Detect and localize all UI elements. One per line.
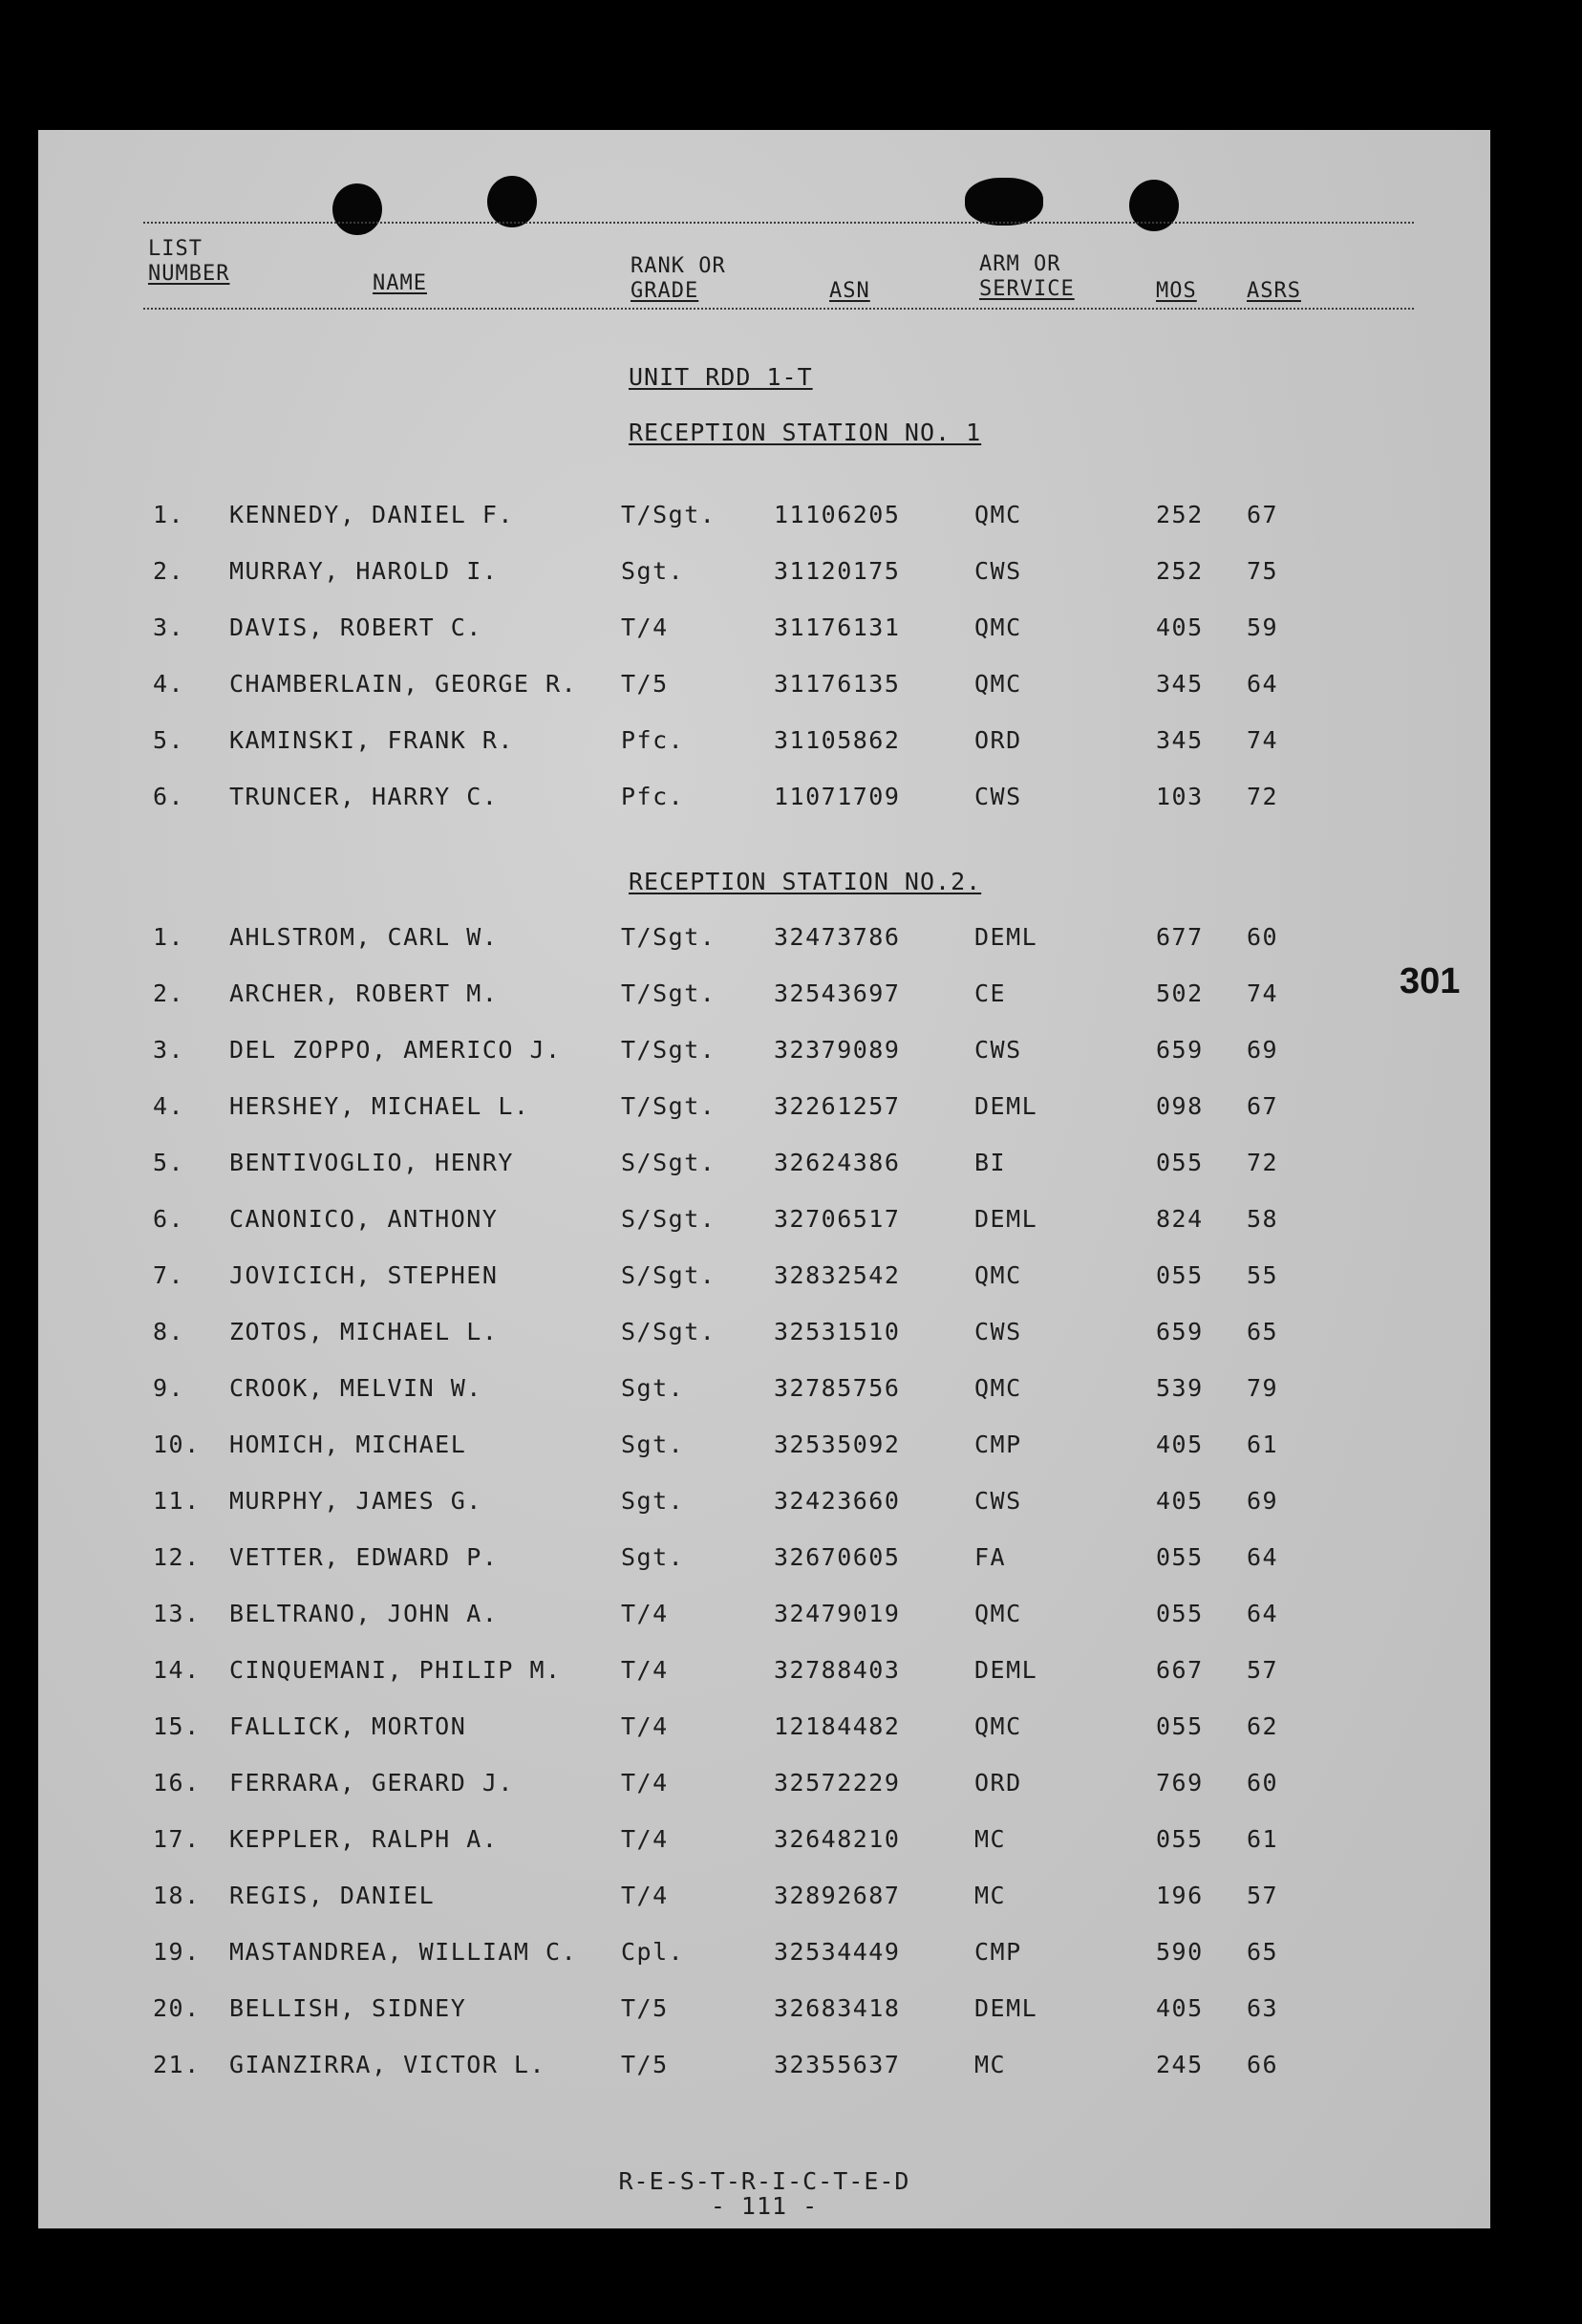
header-rank: RANK OR GRADE [631,254,726,303]
cell-name: JOVICICH, STEPHEN [229,1261,499,1289]
table-row [38,1938,1490,1976]
cell-arm: FA [974,1543,1007,1571]
cell-rank: T/4 [621,1769,669,1797]
cell-asrs: 63 [1247,1994,1279,2022]
cell-rank: T/4 [621,1712,669,1740]
cell-name: GIANZIRRA, VICTOR L. [229,2051,546,2078]
cell-name: CANONICO, ANTHONY [229,1205,499,1233]
cell-mos: 055 [1156,1600,1204,1627]
cell-mos: 055 [1156,1543,1204,1571]
cell-name: CROOK, MELVIN W. [229,1374,482,1402]
cell-num: 8. [153,1318,185,1345]
cell-rank: T/Sgt. [621,501,716,528]
cell-mos: 245 [1156,2051,1204,2078]
cell-name: BENTIVOGLIO, HENRY [229,1149,514,1176]
cell-asn: 32683418 [774,1994,901,2022]
cell-asrs: 55 [1247,1261,1279,1289]
cell-asn: 32670605 [774,1543,901,1571]
cell-name: FALLICK, MORTON [229,1712,467,1740]
cell-asrs: 72 [1247,1149,1279,1176]
cell-rank: T/5 [621,1994,669,2022]
cell-num: 3. [153,1036,185,1064]
table-row [38,979,1490,1018]
table-row [38,1994,1490,2033]
cell-num: 18. [153,1882,201,1909]
cell-asn: 32543697 [774,979,901,1007]
cell-rank: S/Sgt. [621,1149,716,1176]
cell-asn: 32892687 [774,1882,901,1909]
cell-arm: DEML [974,1092,1038,1120]
cell-arm: DEML [974,923,1038,951]
cell-mos: 055 [1156,1261,1204,1289]
cell-name: BELLISH, SIDNEY [229,1994,467,2022]
cell-mos: 677 [1156,923,1204,951]
cell-asrs: 65 [1247,1938,1279,1966]
cell-mos: 345 [1156,670,1204,698]
punch-hole [965,178,1043,226]
cell-num: 14. [153,1656,201,1684]
cell-asn: 31176135 [774,670,901,698]
cell-arm: QMC [974,1261,1022,1289]
cell-rank: Cpl. [621,1938,685,1966]
cell-asrs: 59 [1247,613,1279,641]
cell-asn: 32706517 [774,1205,901,1233]
cell-name: CINQUEMANI, PHILIP M. [229,1656,562,1684]
cell-mos: 405 [1156,1431,1204,1458]
table-row [38,1712,1490,1751]
cell-asn: 32473786 [774,923,901,951]
header-asrs: ASRS [1247,279,1301,303]
cell-rank: T/5 [621,670,669,698]
punch-hole [332,183,382,235]
cell-asrs: 57 [1247,1656,1279,1684]
cell-mos: 667 [1156,1656,1204,1684]
cell-mos: 590 [1156,1938,1204,1966]
header-arm: ARM OR SERVICE [979,252,1075,301]
cell-name: KAMINSKI, FRANK R. [229,726,514,754]
header-list-number: LIST NUMBER [148,237,230,286]
cell-asn: 11106205 [774,501,901,528]
cell-mos: 824 [1156,1205,1204,1233]
cell-arm: DEML [974,1994,1038,2022]
station2-title: RECEPTION STATION NO.2. [629,868,982,895]
table-row [38,783,1490,821]
restricted-label: R-E-S-T-R-I-C-T-E-D [618,2167,910,2195]
cell-rank: Sgt. [621,1431,685,1458]
header-rule [143,308,1414,310]
cell-asn: 32379089 [774,1036,901,1064]
cell-mos: 539 [1156,1374,1204,1402]
cell-arm: CMP [974,1938,1022,1966]
cell-rank: T/4 [621,1656,669,1684]
cell-asrs: 66 [1247,2051,1279,2078]
cell-num: 11. [153,1487,201,1515]
cell-asrs: 61 [1247,1825,1279,1853]
cell-rank: Sgt. [621,1543,685,1571]
cell-rank: S/Sgt. [621,1318,716,1345]
cell-asrs: 67 [1247,1092,1279,1120]
cell-asn: 32832542 [774,1261,901,1289]
cell-rank: Pfc. [621,783,685,810]
cell-mos: 659 [1156,1036,1204,1064]
cell-asn: 12184482 [774,1712,901,1740]
cell-arm: QMC [974,1600,1022,1627]
cell-asrs: 62 [1247,1712,1279,1740]
cell-asn: 32648210 [774,1825,901,1853]
cell-name: AHLSTROM, CARL W. [229,923,499,951]
table-row [38,1036,1490,1074]
station1-title: RECEPTION STATION NO. 1 [629,419,982,446]
cell-num: 13. [153,1600,201,1627]
cell-arm: QMC [974,501,1022,528]
cell-rank: Sgt. [621,557,685,585]
cell-asrs: 57 [1247,1882,1279,1909]
cell-arm: CWS [974,1487,1022,1515]
table-row [38,1543,1490,1582]
cell-asn: 31105862 [774,726,901,754]
cell-asrs: 60 [1247,1769,1279,1797]
cell-rank: T/Sgt. [621,923,716,951]
cell-asrs: 74 [1247,979,1279,1007]
table-row [38,670,1490,708]
cell-name: HERSHEY, MICHAEL L. [229,1092,530,1120]
cell-num: 10. [153,1431,201,1458]
cell-asrs: 69 [1247,1487,1279,1515]
table-row [38,1374,1490,1412]
cell-asn: 32788403 [774,1656,901,1684]
cell-num: 5. [153,1149,185,1176]
cell-asn: 11071709 [774,783,901,810]
cell-mos: 055 [1156,1825,1204,1853]
cell-name: HOMICH, MICHAEL [229,1431,467,1458]
cell-mos: 196 [1156,1882,1204,1909]
unit-title: UNIT RDD 1-T [629,363,813,391]
table-row [38,1600,1490,1638]
cell-name: TRUNCER, HARRY C. [229,783,499,810]
cell-rank: T/4 [621,1600,669,1627]
table-row [38,1769,1490,1807]
table-row [38,1487,1490,1525]
header-mos: MOS [1156,279,1197,303]
header-name: NAME [373,271,427,295]
cell-num: 12. [153,1543,201,1571]
table-row [38,1882,1490,1920]
cell-num: 9. [153,1374,185,1402]
cell-mos: 055 [1156,1149,1204,1176]
cell-rank: Sgt. [621,1487,685,1515]
cell-name: MASTANDREA, WILLIAM C. [229,1938,578,1966]
cell-mos: 502 [1156,979,1204,1007]
cell-arm: BI [974,1149,1007,1176]
cell-num: 4. [153,1092,185,1120]
cell-mos: 405 [1156,1994,1204,2022]
cell-asn: 32535092 [774,1431,901,1458]
cell-rank: T/Sgt. [621,979,716,1007]
cell-asrs: 60 [1247,923,1279,951]
cell-asn: 32572229 [774,1769,901,1797]
cell-mos: 252 [1156,557,1204,585]
cell-rank: T/4 [621,613,669,641]
document-page [38,130,1490,2228]
cell-arm: ORD [974,726,1022,754]
cell-arm: DEML [974,1656,1038,1684]
cell-name: KEPPLER, RALPH A. [229,1825,499,1853]
cell-mos: 098 [1156,1092,1204,1120]
table-row [38,1656,1490,1694]
cell-arm: MC [974,1825,1007,1853]
cell-rank: Pfc. [621,726,685,754]
cell-asn: 32479019 [774,1600,901,1627]
cell-asrs: 58 [1247,1205,1279,1233]
cell-rank: T/4 [621,1882,669,1909]
cell-name: FERRARA, GERARD J. [229,1769,514,1797]
cell-num: 4. [153,670,185,698]
table-row [38,923,1490,961]
cell-asrs: 64 [1247,1543,1279,1571]
cell-rank: T/Sgt. [621,1092,716,1120]
table-row [38,1261,1490,1300]
cell-arm: QMC [974,1712,1022,1740]
cell-arm: CWS [974,783,1022,810]
cell-arm: DEML [974,1205,1038,1233]
header-asn: ASN [829,279,870,303]
cell-arm: CMP [974,1431,1022,1458]
cell-arm: CWS [974,1318,1022,1345]
cell-asrs: 72 [1247,783,1279,810]
cell-mos: 252 [1156,501,1204,528]
cell-num: 7. [153,1261,185,1289]
cell-arm: CWS [974,1036,1022,1064]
cell-mos: 659 [1156,1318,1204,1345]
cell-asrs: 67 [1247,501,1279,528]
page-stamp: 301 [1400,961,1461,1001]
table-row [38,1825,1490,1863]
cell-asn: 32531510 [774,1318,901,1345]
cell-name: ZOTOS, MICHAEL L. [229,1318,499,1345]
cell-num: 5. [153,726,185,754]
cell-arm: ORD [974,1769,1022,1797]
top-rule [143,222,1414,224]
cell-arm: QMC [974,670,1022,698]
cell-asrs: 79 [1247,1374,1279,1402]
cell-name: MURPHY, JAMES G. [229,1487,482,1515]
cell-asn: 32423660 [774,1487,901,1515]
cell-mos: 345 [1156,726,1204,754]
cell-rank: Sgt. [621,1374,685,1402]
cell-arm: CWS [974,557,1022,585]
cell-mos: 405 [1156,1487,1204,1515]
cell-arm: CE [974,979,1007,1007]
cell-arm: QMC [974,1374,1022,1402]
cell-rank: S/Sgt. [621,1205,716,1233]
table-row [38,501,1490,539]
cell-num: 17. [153,1825,201,1853]
cell-asn: 32534449 [774,1938,901,1966]
cell-name: BELTRANO, JOHN A. [229,1600,499,1627]
cell-mos: 405 [1156,613,1204,641]
cell-rank: S/Sgt. [621,1261,716,1289]
cell-name: CHAMBERLAIN, GEORGE R. [229,670,578,698]
cell-num: 2. [153,557,185,585]
cell-num: 3. [153,613,185,641]
cell-num: 19. [153,1938,201,1966]
table-row [38,1431,1490,1469]
cell-num: 2. [153,979,185,1007]
cell-rank: T/Sgt. [621,1036,716,1064]
cell-asrs: 65 [1247,1318,1279,1345]
cell-mos: 769 [1156,1769,1204,1797]
cell-asn: 31120175 [774,557,901,585]
cell-rank: T/5 [621,2051,669,2078]
cell-asn: 32624386 [774,1149,901,1176]
table-row [38,726,1490,764]
cell-num: 16. [153,1769,201,1797]
cell-rank: T/4 [621,1825,669,1853]
cell-asn: 31176131 [774,613,901,641]
cell-name: DEL ZOPPO, AMERICO J. [229,1036,562,1064]
cell-arm: QMC [974,613,1022,641]
punch-hole [487,176,537,227]
table-row [38,1149,1490,1187]
cell-name: ARCHER, ROBERT M. [229,979,499,1007]
table-row [38,2051,1490,2089]
page-number: - 111 - [710,2192,819,2220]
cell-asrs: 69 [1247,1036,1279,1064]
table-row [38,1318,1490,1356]
cell-name: VETTER, EDWARD P. [229,1543,499,1571]
cell-num: 6. [153,1205,185,1233]
table-row [38,1092,1490,1130]
table-row [38,613,1490,652]
cell-asn: 32785756 [774,1374,901,1402]
cell-mos: 055 [1156,1712,1204,1740]
cell-arm: MC [974,1882,1007,1909]
table-row [38,1205,1490,1243]
cell-name: DAVIS, ROBERT C. [229,613,482,641]
cell-num: 1. [153,923,185,951]
cell-num: 1. [153,501,185,528]
cell-num: 15. [153,1712,201,1740]
cell-mos: 103 [1156,783,1204,810]
cell-asn: 32355637 [774,2051,901,2078]
cell-num: 21. [153,2051,201,2078]
cell-asrs: 64 [1247,670,1279,698]
cell-arm: MC [974,2051,1007,2078]
cell-asn: 32261257 [774,1092,901,1120]
cell-name: MURRAY, HAROLD I. [229,557,499,585]
cell-asrs: 61 [1247,1431,1279,1458]
table-row [38,557,1490,595]
cell-num: 20. [153,1994,201,2022]
cell-name: REGIS, DANIEL [229,1882,436,1909]
cell-asrs: 75 [1247,557,1279,585]
cell-num: 6. [153,783,185,810]
cell-asrs: 74 [1247,726,1279,754]
cell-name: KENNEDY, DANIEL F. [229,501,514,528]
cell-asrs: 64 [1247,1600,1279,1627]
